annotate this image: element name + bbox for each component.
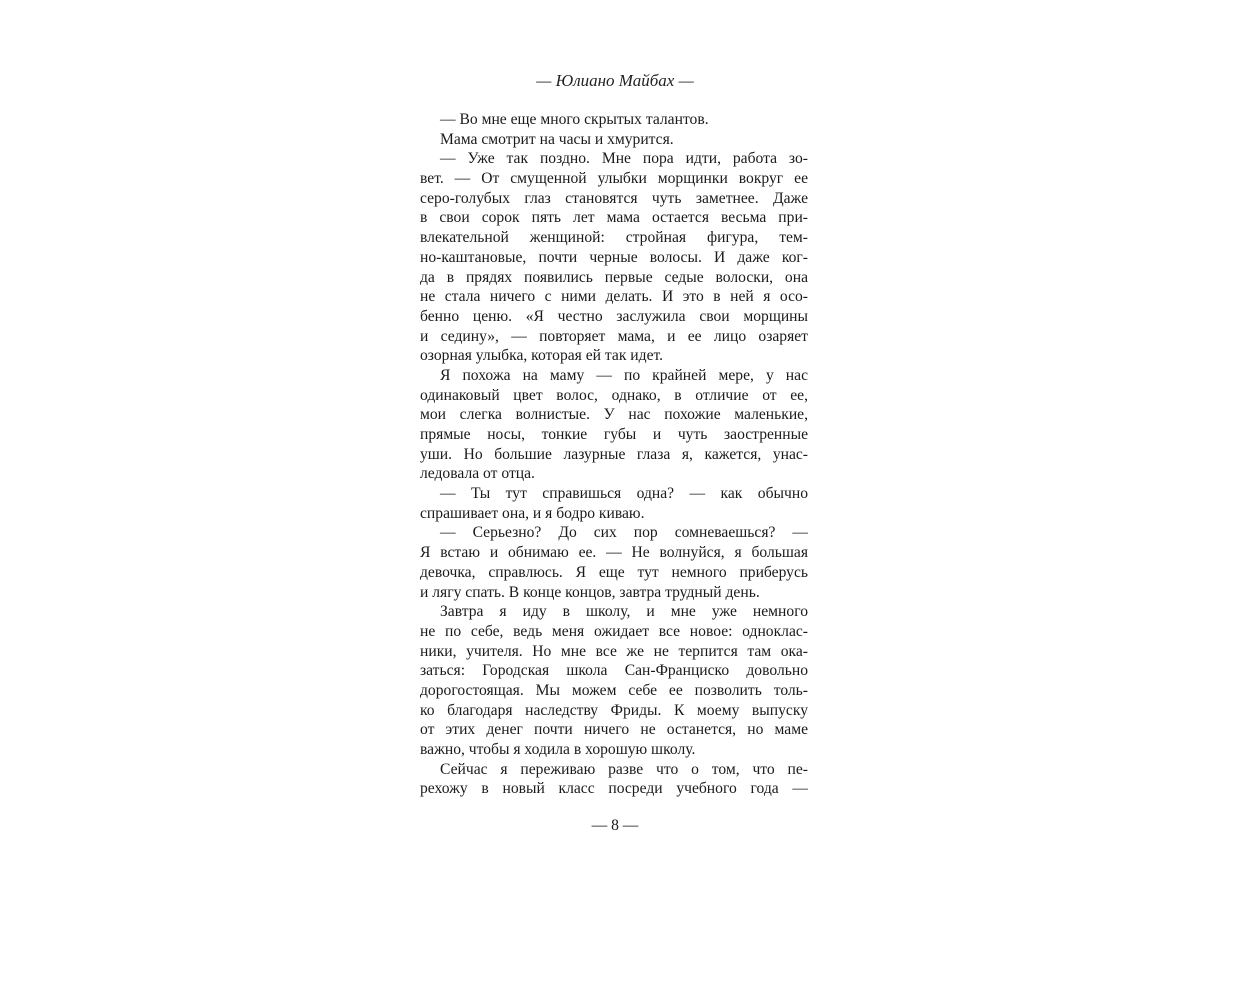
text-line: влекательной женщиной: стройная фигура, тем- bbox=[420, 229, 808, 247]
text-line: серо-голубых глаз становятся чуть заметнее. Даже bbox=[420, 189, 808, 207]
text-line: — Уже так поздно. Мне пора идти, работа зо- bbox=[440, 150, 808, 168]
text-line: девочка, справлюсь. Я еще тут немного приберусь bbox=[420, 563, 808, 581]
text-line: ко благодаря наследству Фриды. К моему выпуску bbox=[420, 701, 808, 719]
text-line: дорогостоящая. Мы можем себе ее позволить толь- bbox=[420, 681, 808, 699]
text-line: бенно ценю. «Я честно заслужила свои морщины bbox=[420, 307, 808, 325]
text-line: от этих денег почти ничего не останется, но маме bbox=[420, 721, 808, 739]
text-line: ледовала от отца. bbox=[420, 465, 535, 483]
text-line: вет. — От смущенной улыбки морщинки вокруг ее bbox=[420, 170, 808, 188]
text-line: Сейчас я переживаю разве что о том, что пе- bbox=[440, 760, 808, 778]
text-line: — Серьезно? До сих пор сомневаешься? — bbox=[440, 524, 808, 542]
text-line: Мама смотрит на часы и хмурится. bbox=[440, 130, 674, 148]
text-line: одинаковый цвет волос, однако, в отличие от ее, bbox=[420, 386, 808, 404]
text-line: — Во мне еще много скрытых талантов. bbox=[440, 111, 709, 128]
text-line: — Ты тут справишься одна? — как обычно bbox=[440, 485, 808, 503]
text-line: в свои сорок пять лет мама остается весьма при- bbox=[420, 209, 808, 227]
text-line: озорная улыбка, которая ей так идет. bbox=[420, 347, 664, 365]
body-text bbox=[420, 110, 808, 799]
text-line: Я похожа на маму — по крайней мере, у нас bbox=[440, 366, 808, 384]
text-line: заться: Городская школа Сан-Франциско довольно bbox=[420, 662, 808, 680]
text-line: Я встаю и обнимаю ее. — Не волнуйся, я большая bbox=[420, 544, 808, 562]
text-line: важно, чтобы я ходила в хорошую школу. bbox=[420, 741, 696, 758]
text-line: Завтра я иду в школу, и мне уже немного bbox=[440, 603, 808, 621]
text-line: да в прядях появились первые седые волоски, она bbox=[420, 268, 808, 286]
text-line: уши. Но большие лазурные глаза я, кажется, унас- bbox=[420, 445, 808, 463]
text-line: прямые носы, тонкие губы и чуть заостренные bbox=[420, 426, 808, 443]
text-line: но-каштановые, почти черные волосы. И даже ког- bbox=[420, 248, 808, 266]
text-line: рехожу в новый класс посреди учебного года — bbox=[420, 780, 808, 798]
text-line: не по себе, ведь меня ожидает все новое: одноклас- bbox=[420, 622, 808, 640]
text-line: и седину», — повторяет мама, и ее лицо озаряет bbox=[420, 327, 808, 345]
running-head: — Юлиано Майбах — bbox=[536, 71, 694, 90]
text-line: спрашивает она, и я бодро киваю. bbox=[420, 504, 645, 522]
text-line: ники, учителя. Но мне все же не терпится там ока- bbox=[420, 642, 808, 660]
text-line: и лягу спать. В конце концов, завтра трудный день. bbox=[420, 583, 760, 601]
page-number: — 8 — bbox=[591, 817, 639, 834]
text-line: не стала ничего с ними делать. И это в ней я осо- bbox=[420, 288, 808, 306]
text-line: мои слегка волнистые. У нас похожие маленькие, bbox=[420, 406, 808, 424]
